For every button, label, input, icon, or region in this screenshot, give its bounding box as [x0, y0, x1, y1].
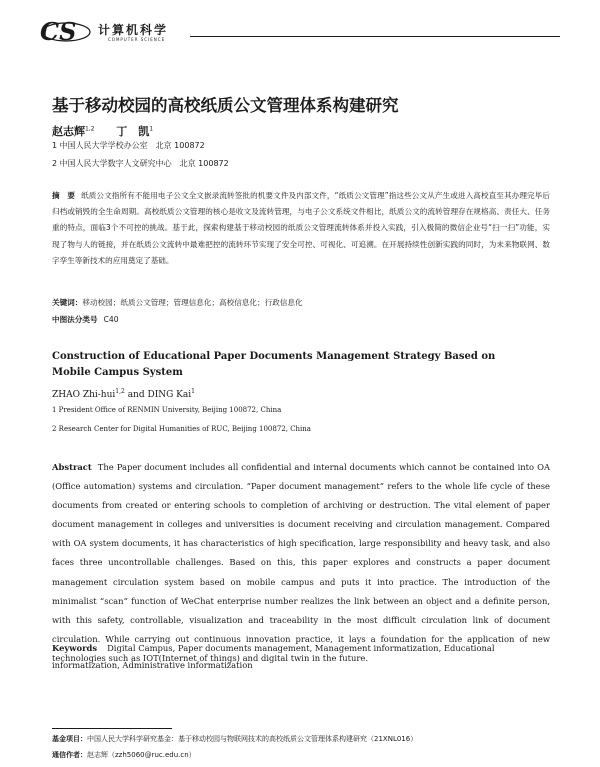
en-author-1-sup: 1,2	[115, 388, 125, 395]
footnote-rule	[52, 728, 172, 729]
cn-author-2-sup: 1	[149, 125, 154, 133]
cn-abstract-text: 纸质公文指所有不能用电子公文全文嵌录流转签批的机要文件及内部文件，“纸质公文管理”指这些公文从产生或进入高校直至其办理完毕后归档或销毁的全生命周期。高校纸质公文管理的核心是收文及流转管理，与电子公文系统文件相比，纸质公文的流转管理存在规格高、责任大、任务重的特点，面临3个不可控的挑战。基于此，探索构建基于移动校园的纸质公文管理流转体系并投入实践，引入极简的微信企业号“扫一扫”功能，实现了物与人的链接，并在纸质公文流转中最难把控的流转环节实现了安全可控、可视化、可追溯。在开展持续性创新实践的同时，为未来物联网、数字孪生等新技术的应用奠定了基础。	[52, 191, 550, 265]
cn-keywords	[52, 297, 552, 308]
cn-clc	[52, 314, 119, 325]
cn-title: 基于移动校园的高校纸质公文管理体系构建研究	[52, 96, 399, 115]
journal-logo-icon	[40, 18, 92, 46]
cn-clc-label: 中图法分类号	[52, 315, 98, 324]
header-rule	[190, 36, 560, 37]
en-keywords-text: Digital Campus, Paper documents management, Management informatization, Educational informatization, Administrative informatization	[52, 643, 495, 670]
cn-keywords-text: 移动校园；纸质公文管理；管理信息化；高校信息化；行政信息化	[82, 298, 303, 307]
contact-label: 通信作者：	[52, 751, 87, 759]
fund-label: 基金项目：	[52, 735, 87, 743]
cn-author-1: 赵志辉	[52, 125, 85, 138]
journal-subtitle: COMPUTER SCIENCE	[108, 37, 166, 42]
en-abstract-label: Abstract	[52, 462, 92, 472]
en-keywords	[52, 640, 552, 674]
en-author-2-sup: 1	[191, 388, 195, 395]
cn-abstract-label: 摘 要	[52, 191, 76, 200]
cn-abstract	[52, 188, 550, 269]
cn-keywords-label: 关键词：	[52, 298, 83, 307]
en-title: Construction of Educational Paper Documents Management Strategy Based on Mobile Campus System	[52, 351, 496, 378]
cn-clc-value: C40	[103, 315, 119, 324]
journal-name: 计算机科学	[98, 23, 169, 37]
cn-author-2: 丁 凯	[116, 125, 150, 138]
en-author-2: DING Kai	[147, 390, 192, 400]
contact-note	[52, 750, 196, 760]
en-keywords-label: Keywords	[52, 643, 98, 653]
en-affiliation-1: 1 President Office of RENMIN University, Beijing 100872, China	[52, 406, 282, 414]
fund-text: 中国人民大学科学研究基金：基于移动校园与物联网技术的高校纸质公文管理体系构建研究（21XNL016）	[87, 735, 418, 743]
journal-logo-text: CS	[40, 18, 77, 46]
fund-note	[52, 734, 417, 744]
en-author-joiner: and	[124, 390, 148, 400]
cn-affiliation-1: 1 中国人民大学学校办公室 北京 100872	[52, 141, 205, 150]
en-affiliation-2: 2 Research Center for Digital Humanities of RUC, Beijing 100872, China	[52, 425, 311, 433]
contact-text: 赵志辉（zzh5060@ruc.edu.cn）	[87, 751, 196, 759]
cn-authors	[52, 123, 153, 139]
en-abstract-text: The Paper document includes all confidential and internal documents which cannot be contained into OA (Office automation) systems and circulation. “Paper document management” refers to the whole life cycle of these documents from created or entering schools to completion of archiving or destruction. The vital element of paper document management in colleges and universities is document receiving and circulation management. Compared with OA system documents, it has characteristics of high specification, large responsibility and heavy task, and also faces three uncontrollable challenges. Based on this, this paper explores and constructs a paper document management circulation system based on mobile campus and puts it into practice. The introduction of the minimalist “scan” function of WeChat enterprise number realizes the link between an object and a definite person, with this safety, controllable, visualization and traceability in the most difficult circulation link of document circulation. While carrying out continuous innovation practice, it lays a foundation for the application of new technologies such as IOT(Internet of things) and digital twin in the future.	[52, 462, 550, 663]
cn-affiliation-2: 2 中国人民大学数字人文研究中心 北京 100872	[52, 159, 229, 168]
cn-author-1-sup: 1,2	[85, 125, 95, 133]
en-authors	[52, 388, 195, 400]
en-author-1: ZHAO Zhi-hui	[52, 390, 116, 400]
journal-header	[40, 18, 560, 48]
en-abstract	[52, 458, 550, 668]
